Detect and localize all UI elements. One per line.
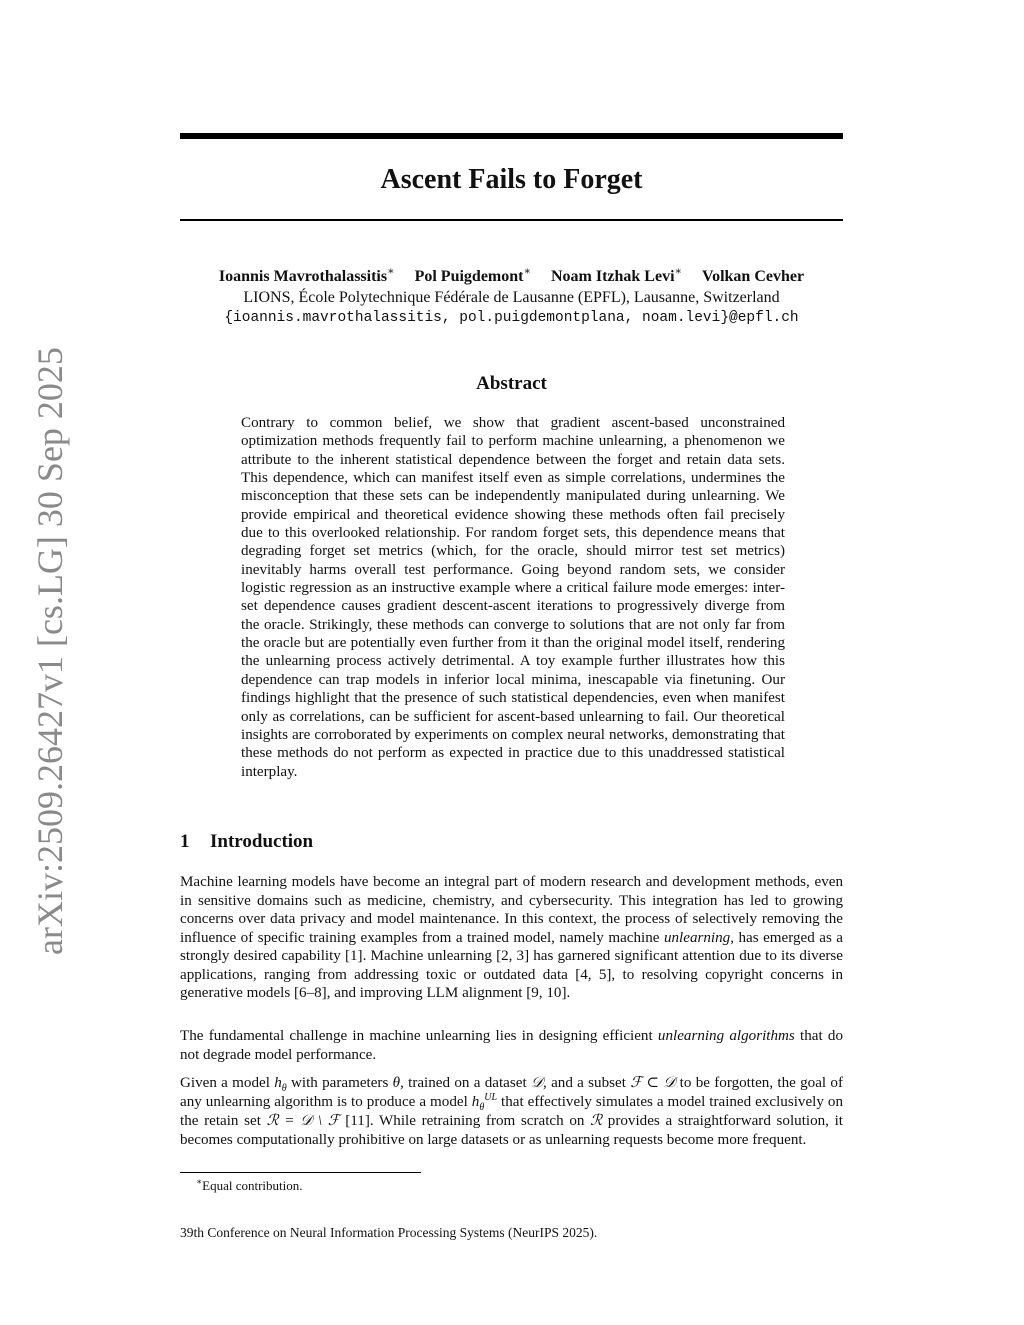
emphasis: unlearning [663, 929, 731, 946]
footnote-text: Equal contribution. [202, 1178, 303, 1193]
intro-paragraph-1 [180, 873, 843, 1003]
footnote-mark: ∗ [196, 1176, 203, 1187]
math-forget-subset: ℱ ⊂ 𝒟 [630, 1073, 676, 1091]
author-mark: ∗ [387, 265, 395, 278]
text-run: that effectively simulates a model trained exclusively on the retain set [180, 1093, 843, 1129]
math-dataset: 𝒟 [530, 1073, 543, 1091]
abstract-heading: Abstract [476, 373, 547, 394]
text-run: Machine learning models have become an integral part of modern research and development methods, even in sensitive domains such as medicine, chemistry, and cybersecurity. This integration has led to growing concerns over data privacy and model maintenance. In this context, the process of selectively removing the influence of specific training examples from a trained model, namely machine [180, 874, 843, 946]
text-run: with parameters [286, 1075, 393, 1091]
footnote [196, 1177, 303, 1195]
text-run: Given a model [180, 1075, 275, 1091]
text-run: , has emerged as a strongly desired capability [1]. Machine unlearning [2, 3] has garnered significant attention due to its diverse applications, ranging from addressing toxic or outdated data [4, 5], to resolving copyright concerns in generative models [6–8], and improving LLM alignment [9, 10]. [180, 929, 843, 1001]
math-model: $h_\theta$ [274, 1075, 287, 1095]
section-heading [180, 829, 843, 855]
math-theta: θ [392, 1075, 401, 1091]
emphasis: unlearning algorithms [657, 1028, 795, 1044]
text-run: , and a subset [543, 1075, 631, 1091]
text-run: provides a straightforward solution, it becomes computationally prohibitive on large datasets or as unlearning requests become more frequent. [180, 1113, 844, 1148]
text-run: The fundamental challenge in machine unlearning lies in designing efficient [180, 1028, 658, 1044]
intro-paragraph-3 [180, 1073, 843, 1149]
title-top-rule [180, 133, 843, 139]
author-name: Noam Itzhak Levi [550, 268, 675, 285]
author-mark: ∗ [674, 265, 682, 278]
author-name: Volkan Cevher [702, 268, 805, 285]
section-title: Introduction [210, 831, 314, 852]
title-bottom-rule [180, 219, 843, 221]
footnote-rule [180, 1172, 421, 1173]
affiliation: LIONS, École Polytechnique Fédérale de Lausanne (EPFL), Lausanne, Switzerland [243, 289, 780, 306]
math-unlearned-model: $h_\theta^{UL}$ [471, 1091, 498, 1113]
author-list [180, 266, 843, 288]
arxiv-identifier: arXiv:2509.26427v1 [cs.LG] 30 Sep 2025 [30, 347, 70, 955]
author [414, 265, 531, 285]
text-run: [11]. While retraining from scratch on [339, 1113, 591, 1129]
section-number: 1 [180, 831, 190, 852]
author-emails: {ioannis.mavrothalassitis, pol.puigdemontplana, noam.levi}@epfl.ch [224, 310, 799, 326]
author-name: Ioannis Mavrothalassitis [218, 268, 388, 285]
abstract-text: Contrary to common belief, we show that gradient ascent-based unconstrained optimization methods frequently fail to perform machine unlearning, a phenomenon we attribute to the inherent statistical dependence between the forget and retain data sets. This dependence, which can manifest itself even as simple correlations, undermines the misconception that these sets can be independently manipulated during unlearning. We provide empirical and theoretical evidence showing these methods often fail precisely due to this overlooked relationship. For random forget sets, this dependence means that degrading forget set metrics (which, for the oracle, should mirror test set metrics) inevitably harms overall test performance. Going beyond random sets, we consider logistic regression as an instructive example where a critical failure mode emerges: inter-set dependence causes gradient descent-ascent iterations to progressively diverge from the oracle. Strikingly, these methods can converge to solutions that are not only far from the oracle but are potentially even further from it than the original model itself, rendering the unlearning process actively detrimental. A toy example further illustrates how this dependence can trap models in inferior local minima, inescapable via finetuning. Our findings highlight that the presence of such statistical dependencies, even when manifest only as correlations, can be sufficient for ascent-based unlearning to fail. Our theoretical insights are corroborated by experiments on complex neural networks, demonstrating that these methods do not perform as expected in practice due to this unaddressed statistical interplay. [241, 415, 785, 780]
intro-paragraph-2 [180, 1027, 843, 1064]
author-name: Pol Puigdemont [414, 268, 524, 285]
math-retain-symbol: ℛ [590, 1111, 603, 1129]
text-run: that do not degrade model performance. [180, 1028, 844, 1063]
author [702, 268, 804, 285]
paper-title: Ascent Fails to Forget [380, 164, 643, 195]
math-retain-set: ℛ = 𝒟 \ ℱ [266, 1111, 340, 1129]
author-mark: ∗ [523, 265, 531, 278]
author [550, 265, 682, 285]
text-run: to be forgotten, the goal of any unlearning algorithm is to produce a model [180, 1075, 843, 1110]
text-run: , trained on a dataset [400, 1075, 531, 1091]
author [218, 265, 395, 285]
conference-note: 39th Conference on Neural Information Processing Systems (NeurIPS 2025). [180, 1225, 598, 1240]
